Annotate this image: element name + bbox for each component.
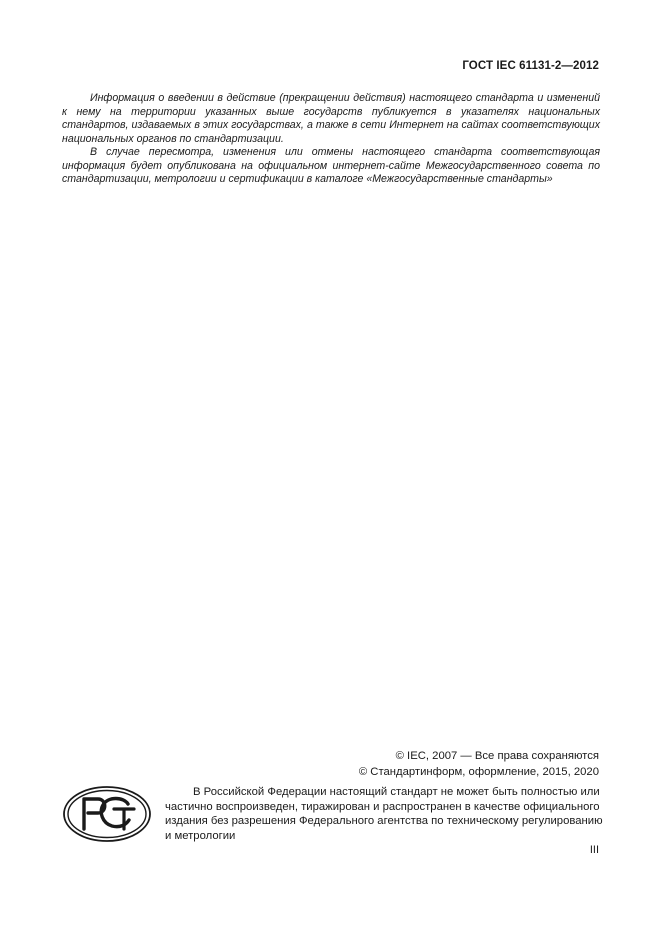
page-number: III bbox=[589, 844, 599, 856]
copyright-standartinform: © Стандартинформ, оформление, 2015, 2020 bbox=[358, 766, 599, 778]
info-paragraph-1: Информация о введении в действие (прекращении действия) настоящего стандарта и изменений к нему на территории указанных выше государств публикуется в указателях национальных стандартов, издаваемых в этих государствах, а также в сети Интернет на сайтах соответствующих национальных органов по стандартизации. bbox=[62, 92, 600, 145]
copyright-iec: © IEC, 2007 — Все права сохраняются bbox=[395, 750, 599, 762]
info-block bbox=[62, 92, 600, 187]
rst-certification-mark-icon bbox=[62, 785, 152, 843]
standard-code-header: ГОСТ IEC 61131-2—2012 bbox=[462, 60, 599, 72]
copyright-block bbox=[359, 748, 599, 780]
info-paragraph-2: В случае пересмотра, изменения или отмены настоящего стандарта соответствующая информация будет опубликована на официальном интернет-сайте Межгосударственного совета по стандартизации, метрологии и сертификации в каталоге «Межгосударственные стандарты» bbox=[62, 146, 600, 185]
legal-notice-text: В Российской Федерации настоящий стандарт не может быть полностью или частично воспроизведен, тиражирован и распространен в качестве официального издания без разрешения Федерального агентства по техническому регулированию и метрологии bbox=[165, 786, 603, 842]
legal-notice bbox=[165, 785, 605, 843]
